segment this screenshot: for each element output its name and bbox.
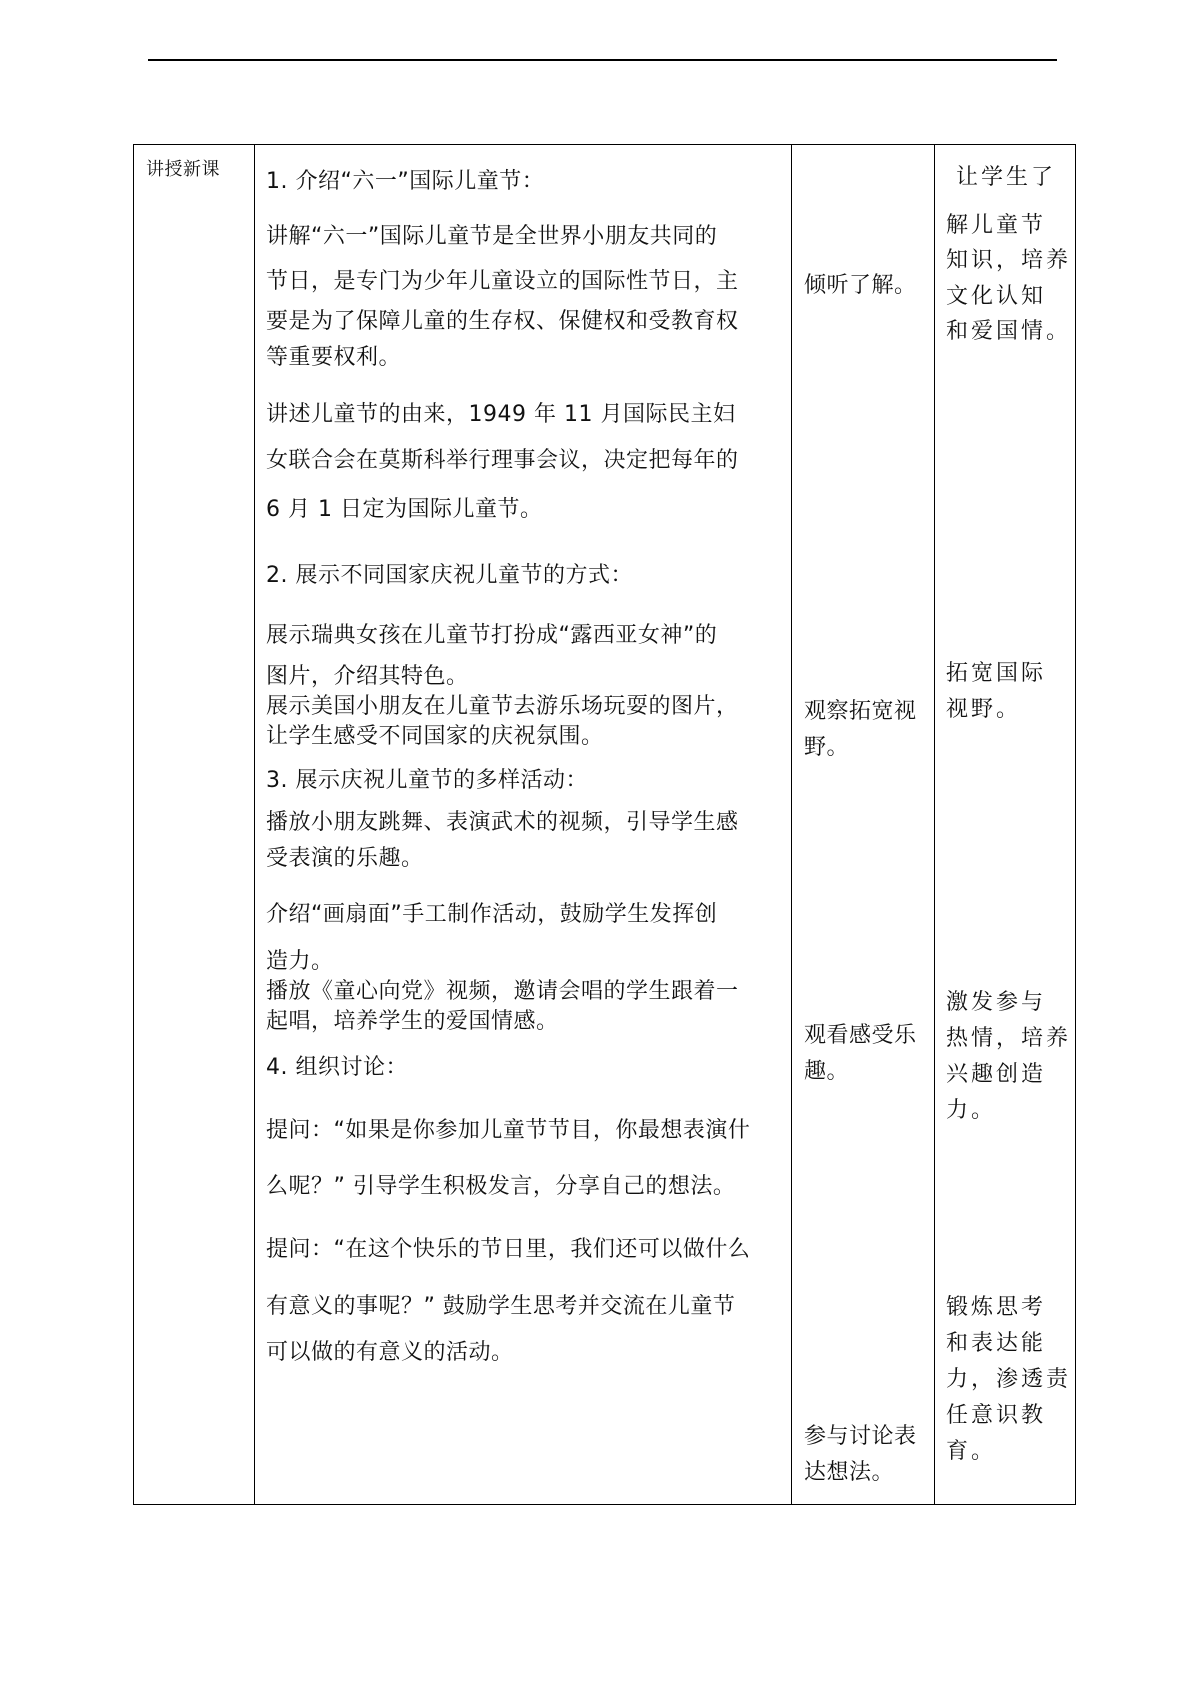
design-intent-line: 和爱国情。 (946, 319, 1072, 344)
design-intent-line: 育。 (946, 1439, 997, 1464)
activity-line: 介绍“画扇面”手工制作活动，鼓励学生发挥创 (266, 902, 718, 927)
activity-line: 提问：“如果是你参加儿童节节目，你最想表演什 (266, 1118, 751, 1143)
design-intent-line: 兴趣创造 (946, 1062, 1047, 1087)
activity-line: 讲解“六一”国际儿童节是全世界小朋友共同的 (266, 224, 718, 249)
design-intent-line: 让学生了 (956, 165, 1057, 190)
activity-line: 等重要权利。 (266, 345, 402, 370)
activity-line: 3. 展示庆祝儿童节的多样活动： (266, 768, 588, 793)
activity-line: 提问：“在这个快乐的节日里，我们还可以做什么 (266, 1237, 751, 1262)
student-activity-line: 趣。 (804, 1059, 850, 1084)
activity-line: 女联合会在莫斯科举行理事会议，决定把每年的 (266, 448, 739, 473)
column-divider (254, 145, 255, 1504)
design-intent-line: 文化认知 (946, 284, 1047, 309)
column-divider (791, 145, 792, 1504)
design-intent-line: 和表达能 (946, 1331, 1047, 1356)
activity-line: 么呢？” 引导学生积极发言，分享自己的想法。 (266, 1174, 736, 1199)
activity-line: 6 月 1 日定为国际儿童节。 (266, 497, 543, 522)
column-divider (934, 145, 935, 1504)
design-intent-line: 拓宽国际 (946, 661, 1047, 686)
design-intent-line: 知识，培养 (946, 248, 1072, 273)
lesson-plan-table (133, 144, 1076, 1505)
design-intent-line: 热情，培养 (946, 1026, 1072, 1051)
design-intent-line: 视野。 (946, 697, 1022, 722)
activity-line: 节日，是专门为少年儿童设立的国际性节日，主 (266, 269, 739, 294)
activity-line: 造力。 (266, 949, 334, 974)
activity-line: 播放《童心向党》视频，邀请会唱的学生跟着一 (266, 979, 739, 1004)
activity-line: 有意义的事呢？” 鼓励学生思考并交流在儿童节 (266, 1294, 736, 1319)
student-activity-line: 野。 (804, 735, 850, 760)
stage-label: 讲授新课 (146, 159, 220, 180)
design-intent-line: 力，渗透责 (946, 1367, 1072, 1392)
design-intent-line: 解儿童节 (946, 213, 1047, 238)
student-activity-line: 倾听了解。 (804, 273, 917, 298)
design-intent-line: 任意识教 (946, 1403, 1047, 1428)
student-activity-line: 参与讨论表 (804, 1424, 917, 1449)
student-activity-line: 达想法。 (804, 1460, 895, 1485)
activity-line: 展示美国小朋友在儿童节去游乐场玩耍的图片， (266, 694, 739, 719)
activity-line: 图片，介绍其特色。 (266, 664, 469, 689)
design-intent-line: 锻炼思考 (946, 1295, 1047, 1320)
activity-line: 可以做的有意义的活动。 (266, 1340, 514, 1365)
header-rule (148, 59, 1057, 61)
activity-line: 起唱，培养学生的爱国情感。 (266, 1009, 559, 1034)
design-intent-line: 力。 (946, 1098, 997, 1123)
activity-line: 受表演的乐趣。 (266, 846, 424, 871)
design-intent-line: 激发参与 (946, 990, 1047, 1015)
activity-line: 让学生感受不同国家的庆祝氛围。 (266, 724, 604, 749)
activity-line: 2. 展示不同国家庆祝儿童节的方式： (266, 563, 633, 588)
student-activity-line: 观看感受乐 (804, 1023, 917, 1048)
activity-line: 展示瑞典女孩在儿童节打扮成“露西亚女神”的 (266, 623, 718, 648)
activity-line: 1. 介绍“六一”国际儿童节： (266, 169, 545, 194)
activity-line: 讲述儿童节的由来，1949 年 11 月国际民主妇 (266, 402, 736, 427)
activity-line: 播放小朋友跳舞、表演武术的视频，引导学生感 (266, 810, 739, 835)
activity-line: 4. 组织讨论： (266, 1055, 408, 1080)
student-activity-line: 观察拓宽视 (804, 699, 917, 724)
activity-line: 要是为了保障儿童的生存权、保健权和受教育权 (266, 309, 739, 334)
